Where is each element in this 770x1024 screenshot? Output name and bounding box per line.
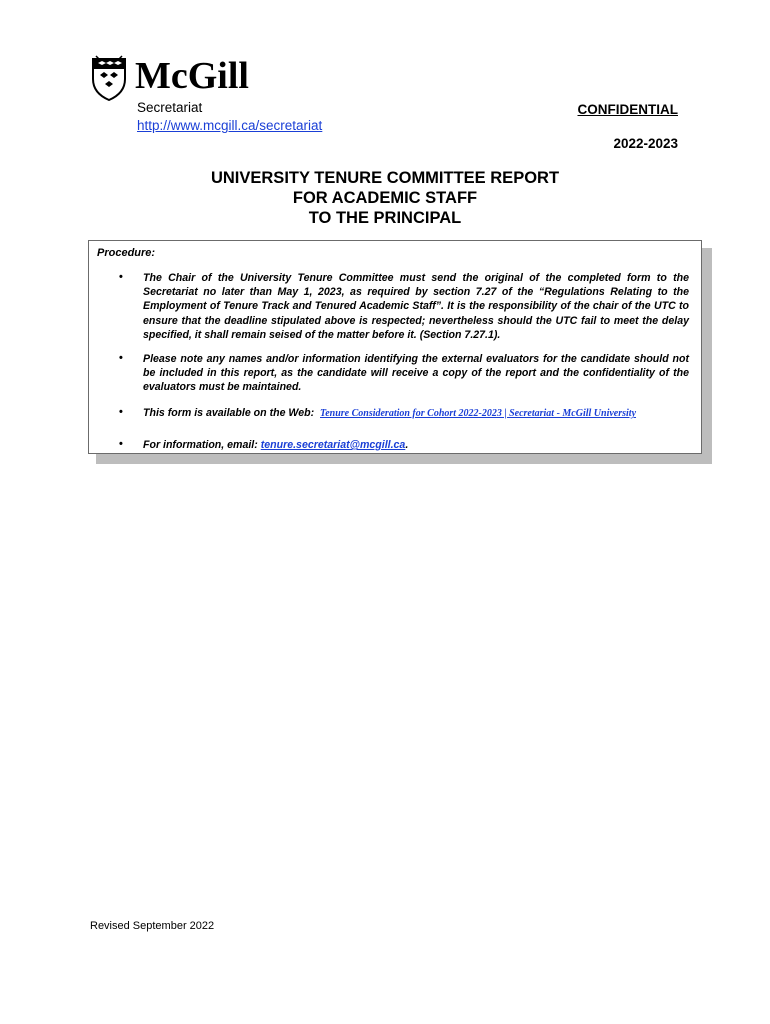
confidential-label: CONFIDENTIAL [577,102,678,117]
revised-date: Revised September 2022 [90,920,215,932]
bullet: • [119,271,123,283]
email-suffix: . [405,439,409,451]
bullet: • [119,406,123,418]
procedure-item-text [143,406,689,421]
academic-year: 2022-2023 [613,136,678,151]
email-prefix: For information, email: [143,439,258,451]
tenure-consideration-link[interactable]: Tenure Consideration for Cohort 2022-2023 | Secretariat - McGill University [320,408,637,419]
email-link[interactable]: tenure.secretariat@mcgill.ca [260,439,406,451]
procedure-item-text: Please note any names and/or information identifying the external evaluators for the candidate should not be included in this report, as the candidate will receive a copy of the report and the confidentiality of the evaluators must be maintained. [143,353,689,394]
secretariat-url-link[interactable]: http://www.mcgill.ca/secretariat [137,118,323,133]
procedure-label: Procedure: [97,247,156,259]
web-prefix: This form is available on the Web: [143,407,315,419]
title-line-2: FOR ACADEMIC STAFF [292,189,478,207]
title-line-3: TO THE PRINCIPAL [308,209,462,227]
procedure-item-text: The Chair of the University Tenure Committee must send the original of the completed form to the Secretariat no later than May 1, 2023, as required by section 7.27 of the “Regulations Relating to the Employment of Tenure Track and Tenured Academic Staff”. It is the responsibility of the chair of the UTC to ensure that the deadline stipulated above is respected; nevertheless should the UTC fail to meet the delay specified, it shall remain seised of the matter before it. (Section 7.27.1). [143,272,689,341]
procedure-item-text [143,438,689,452]
bullet: • [119,352,123,364]
page-title [0,168,770,228]
mcgill-crest-icon [90,55,128,101]
procedure-box [88,240,702,454]
logo-wordmark: McGill [135,55,249,97]
department-label: Secretariat [137,100,203,115]
title-line-1: UNIVERSITY TENURE COMMITTEE REPORT [210,169,560,187]
bullet: • [119,438,123,450]
